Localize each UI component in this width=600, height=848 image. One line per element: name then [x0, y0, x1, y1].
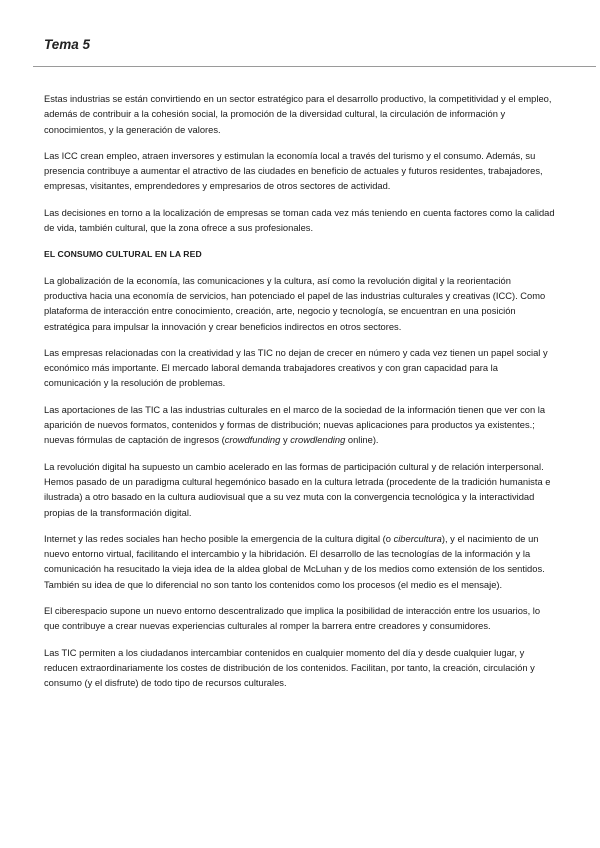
- paragraph-3: Las decisiones en torno a la localización de empresas se toman cada vez más teniendo en cuenta factores como la calidad de vida, también cultural, que la zona ofrece a sus profesionales.: [44, 207, 555, 234]
- cibercultura-term: cibercultura: [393, 533, 442, 544]
- paragraph-2: Las ICC crean empleo, atraen inversores y estimulan la economía local a través del turismo y el consumo. Además, su presencia contribuye a aumentar el atractivo de las ciudades en beneficio de actuales y futuros residentes, trabajadores, empresas, visitantes, emprendedores y empresarios de otros sectores de actividad.: [44, 150, 543, 192]
- crowdfunding-term: crowdfunding: [224, 435, 281, 446]
- document-body: [44, 92, 555, 703]
- paragraph-7: La revolución digital ha supuesto un cambio acelerado en las formas de participación cultural y de relación interpersonal. Hemos pasado de un paradigma cultural hegemónico basado en la cultura letrada (procedente de la tradición humanista e ilustrada) a otro basado en la cultura audiovisual que a su vez muta con la convergencia tecnológica y la interactividad propias de la transformación digital.: [44, 461, 551, 518]
- section-heading: EL CONSUMO CULTURAL EN LA RED: [44, 249, 202, 260]
- paragraph-5: Las empresas relacionadas con la creatividad y las TIC no dejan de crecer en número y cada vez tienen un papel social y económico más importante. El mercado laboral demanda trabajadores creativos y con gran capacidad para la comunicación y la resolución de problemas.: [44, 347, 548, 389]
- paragraph-6-text-a: Las aportaciones de las TIC a las industrias culturales en el marco de la sociedad de la información tienen que ver con la aparición de nuevos formatos, contenidos y formas de distribución; nuevas aplicaciones para productos ya existentes.; nuevas fórmulas de captación de ingresos (: [44, 404, 546, 446]
- header-divider: [33, 66, 596, 67]
- paragraph-10: Las TIC permiten a los ciudadanos intercambiar contenidos en cualquier momento del día y desde cualquier lugar, y reducen extraordinariamente los costes de distribución de los contenidos. Facilitan, por tanto, la creación, circulación y consumo (y el disfrute) de todo tipo de recursos culturales.: [44, 647, 535, 689]
- paragraph-1: Estas industrias se están convirtiendo en un sector estratégico para el desarrollo productivo, la competitividad y el empleo, además de contribuir a la cohesión social, la promoción de la diversidad cultural, la circulación de información y conocimientos, y la generación de valores.: [44, 94, 552, 135]
- paragraph-8-text-a: Internet y las redes sociales han hecho posible la emergencia de la cultura digital (o: [44, 533, 394, 544]
- paragraph-4: La globalización de la economía, las comunicaciones y la cultura, así como la revolución digital y la reorientación productiva hacia una economía de servicios, han potenciado el papel de las industrias culturales y creativas (ICC). Como plataforma de interacción entre conocimiento, creación, arte, negocio y tecnología, se encuentran en una posición estratégica para impulsar la innovación y crear beneficios indirectos en otros sectores.: [44, 275, 546, 332]
- paragraph-8: [44, 532, 555, 593]
- crowdlending-term: crowdlending: [290, 435, 346, 446]
- paragraph-8-text-b: ), y el nacimiento de un nuevo entorno virtual, facilitando el intercambio y la hibridación. El desarrollo de las tecnologías de la información y la comunicación ha resucitado la vieja idea de la aldea global de McLuhan y de los medios como extensión de los sentidos. También su idea de que lo diferencial no son tanto los contenidos como los procesos (el medio es el mensaje).: [44, 533, 545, 590]
- paragraph-6-text-c: online).: [345, 435, 379, 446]
- page-header-title: Tema 5: [44, 37, 91, 52]
- paragraph-6: [44, 403, 555, 449]
- paragraph-6-text-b: y: [280, 435, 291, 446]
- paragraph-9: El ciberespacio supone un nuevo entorno descentralizado que implica la posibilidad de interacción entre los usuarios, lo que contribuye a crear nuevas experiencias culturales al romper la barrera entre creadores y consumidores.: [44, 606, 541, 632]
